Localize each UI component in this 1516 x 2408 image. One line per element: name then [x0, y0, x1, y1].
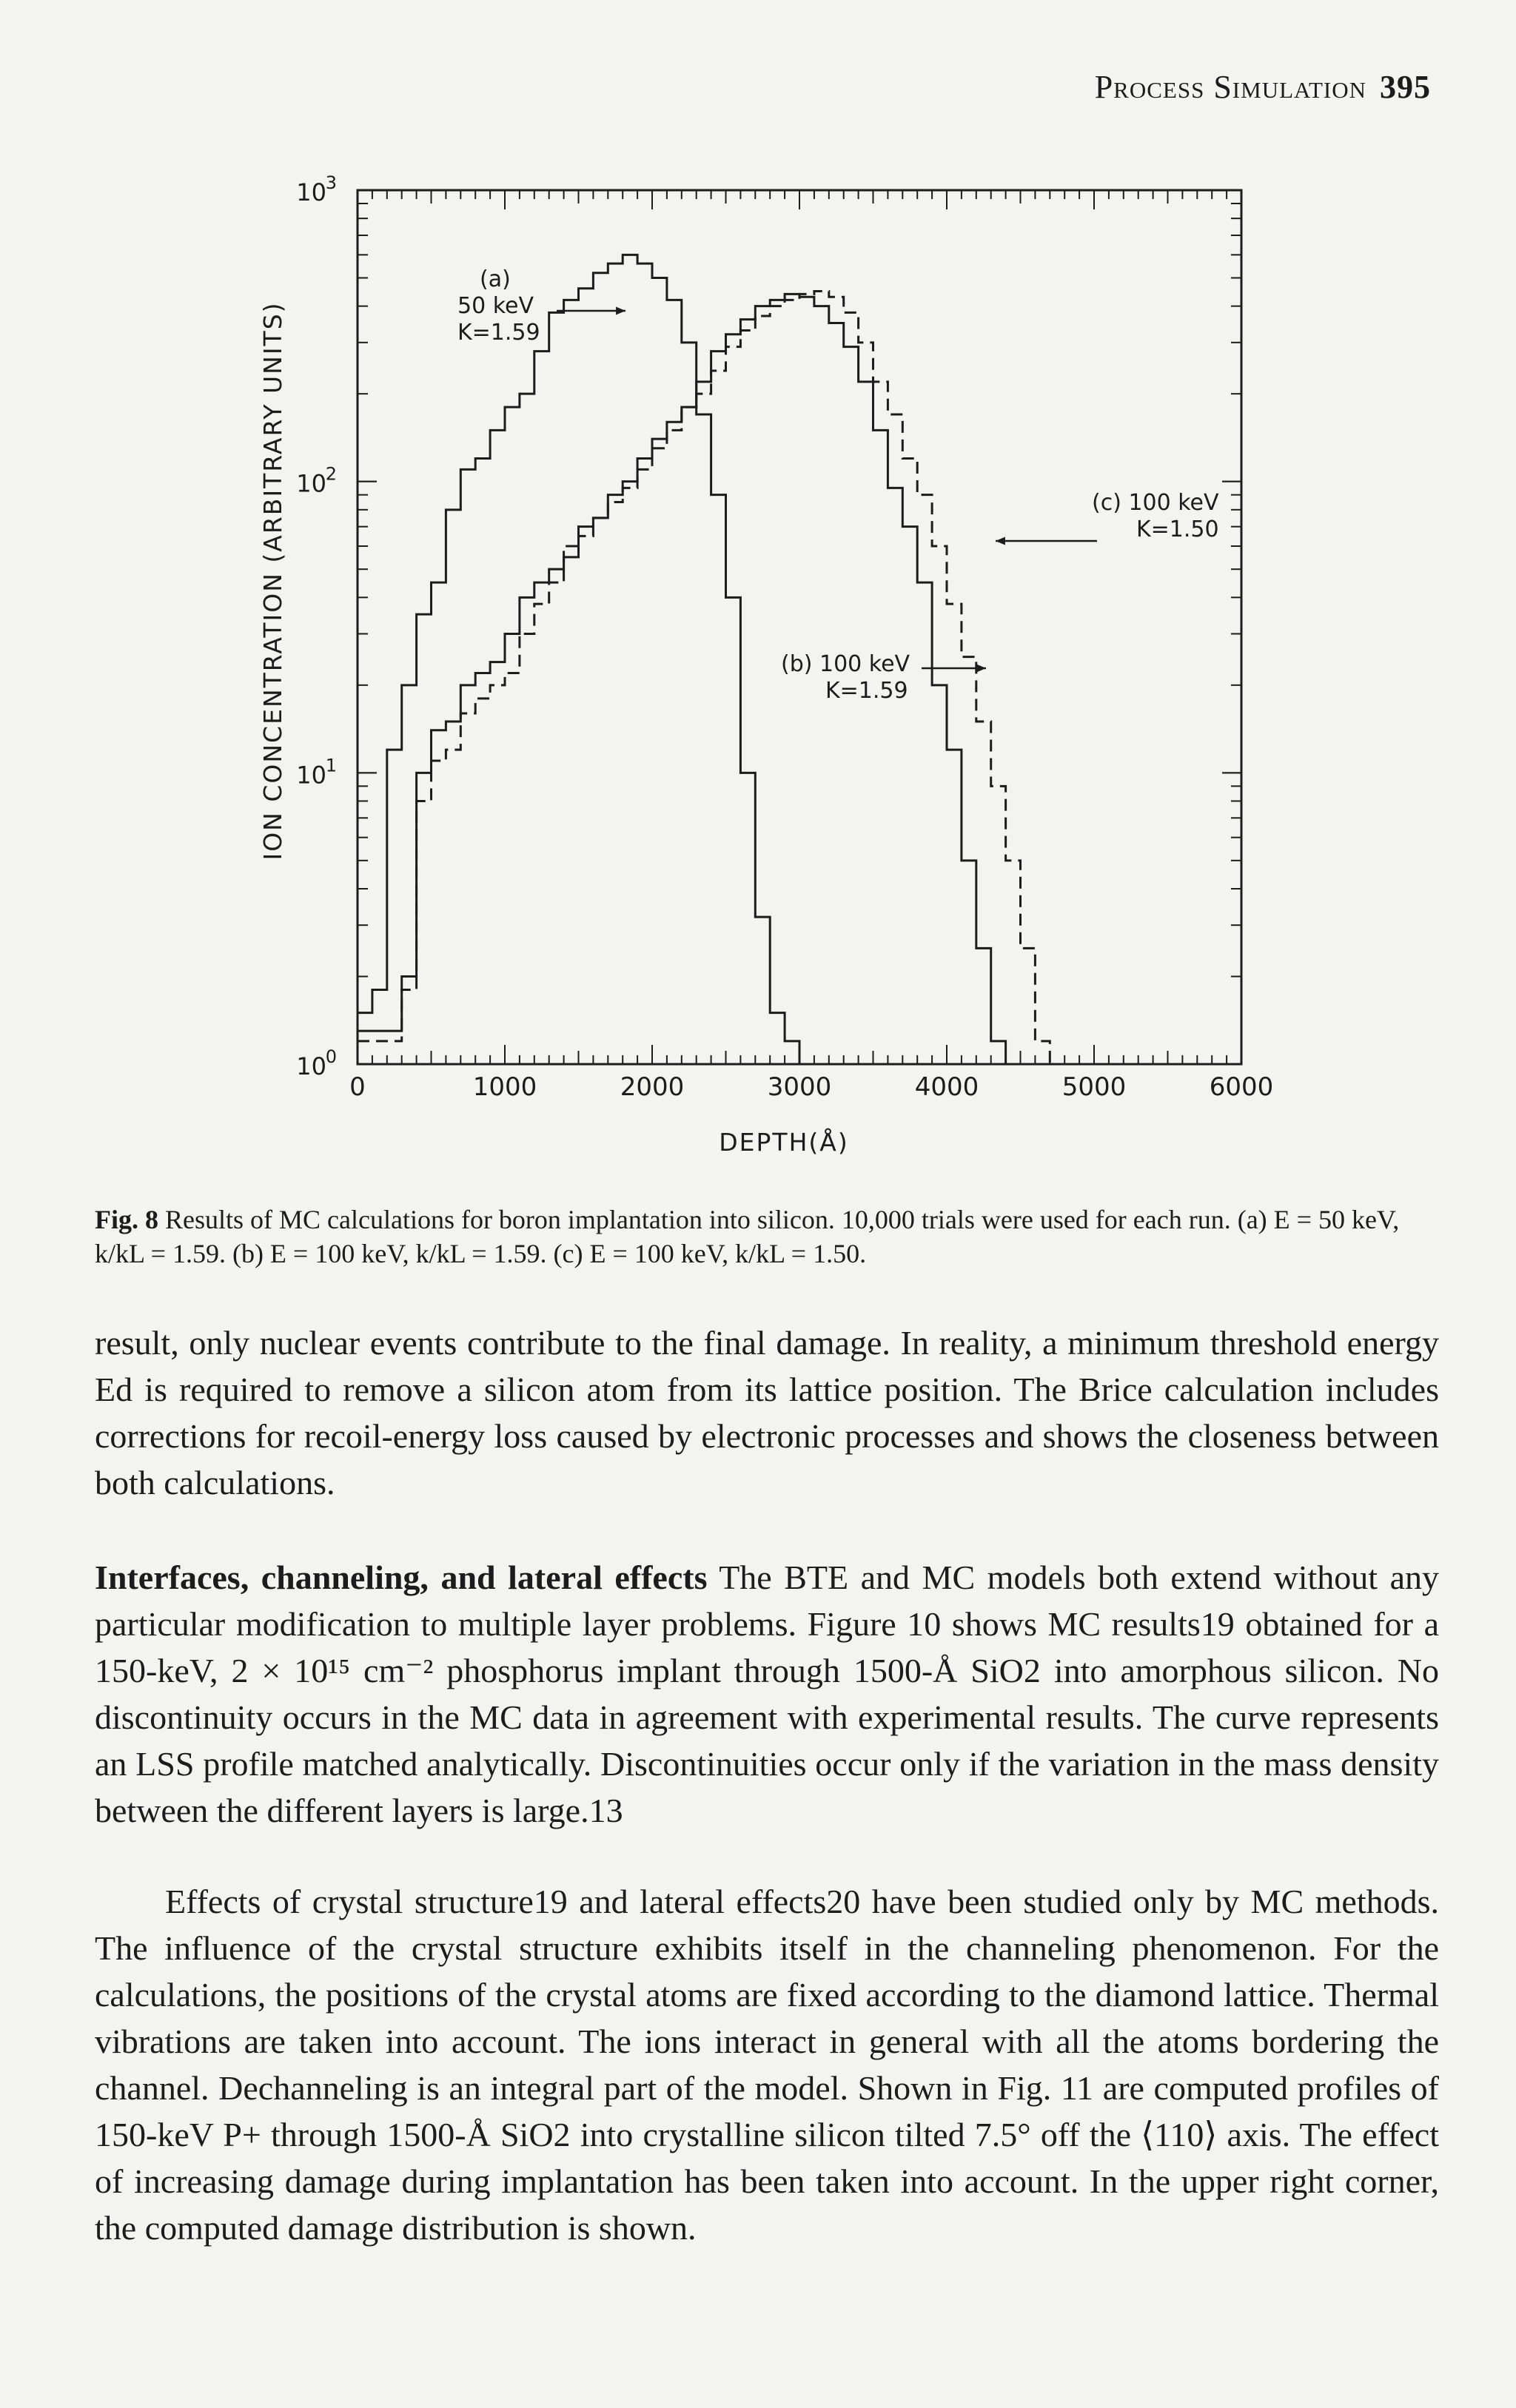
body-paragraph-1: [95, 1319, 1439, 1506]
caption-label: Fig. 8: [95, 1205, 158, 1234]
x-axis-label: DEPTH(Å): [719, 1128, 849, 1157]
y-tick-exponent: 3: [325, 172, 337, 193]
series-c-100kev-dashed: [358, 292, 1050, 1064]
series-c-label: (c) 100 keV: [1092, 490, 1219, 516]
series-a-50kev: [358, 255, 814, 1064]
page-number: 395: [1380, 69, 1431, 105]
running-title: Process Simulation: [1094, 69, 1366, 105]
paragraph-text: The BTE and MC models both extend without any particular modification to multiple layer problems. Figure 10 shows MC results19 obtained for a 150-keV, 2 × 10¹⁵ cm⁻² phosphorus implant through 1500-Å SiO2 into amorphous silicon. No discontinuity occurs in the MC data in agreement with experimental results. The curve represents an LSS profile matched analytically. Discontinuities occur only if the variation in the mass density between the different layers is large.13: [95, 1558, 1440, 1829]
paragraph-text: result, only nuclear events contribute to the final damage. In reality, a minimum threshold energy Ed is required to remove a silicon atom from its lattice position. The Brice calculation includes corrections for recoil-energy loss caused by electronic processes and shows the closeness between both calculations.: [95, 1324, 1439, 1501]
figure-8-chart: [237, 167, 1303, 1173]
series-c-arrow-head: [996, 537, 1005, 545]
body-paragraph-2: [95, 1554, 1439, 1834]
series-b-arrow-head: [976, 665, 986, 673]
y-tick-exponent: 2: [325, 463, 337, 485]
x-tick-label: 6000: [1209, 1072, 1274, 1102]
series-b-100kev: [358, 294, 1021, 1064]
y-tick-label: 10: [296, 469, 326, 498]
x-tick-label: 1000: [472, 1072, 537, 1102]
series-c-label: K=1.50: [1136, 517, 1219, 542]
paragraph-text: Effects of crystal structure19 and lateral effects20 have been studied only by MC methods. The influence of the crystal structure exhibits itself in the channeling phenomenon. For the calculations, the positions of the crystal atoms are fixed according to the diamond lattice. Thermal vibrations are taken into account. The ions interact in general with all the atoms bordering the channel. Dechanneling is an integral part of the model. Shown in Fig. 11 are computed profiles of 150-keV P+ through 1500-Å SiO2 into crystalline silicon tilted 7.5° off the ⟨110⟩ axis. The effect of increasing damage during implantation has been taken into account. In the upper right corner, the computed damage distribution is shown.: [95, 1883, 1439, 2247]
y-tick-label: 10: [296, 761, 326, 790]
series-a-label: K=1.59: [457, 320, 540, 346]
caption-text: Results of MC calculations for boron implantation into silicon. 10,000 trials were used for each run. (a) E = 50 keV, k/kL = 1.59. (b) E = 100 keV, k/kL = 1.59. (c) E = 100 keV, k/kL = 1.50.: [95, 1205, 1400, 1268]
x-tick-label: 4000: [914, 1072, 979, 1102]
series-a-arrow-head: [616, 307, 625, 315]
series-b-label: (b) 100 keV: [781, 651, 910, 677]
series-a-label: 50 keV: [457, 293, 534, 319]
y-axis-label: ION CONCENTRATION (ARBITRARY UNITS): [258, 301, 287, 861]
section-run-in-head: Interfaces, channeling, and lateral effects: [95, 1558, 708, 1596]
x-tick-label: 3000: [767, 1072, 832, 1102]
y-tick-label: 10: [296, 1052, 326, 1080]
figure-caption: [95, 1203, 1435, 1271]
body-paragraph-3: [95, 1878, 1439, 2251]
x-tick-label: 5000: [1061, 1072, 1127, 1102]
series-b-label: K=1.59: [825, 678, 908, 704]
x-tick-label: 2000: [620, 1072, 685, 1102]
y-tick-label: 10: [296, 178, 326, 206]
x-tick-label: 0: [349, 1072, 366, 1102]
y-tick-exponent: 0: [325, 1046, 337, 1067]
y-tick-exponent: 1: [325, 755, 337, 776]
series-a-label: (a): [480, 266, 511, 292]
chart-svg: [237, 167, 1303, 1173]
running-header: [1095, 68, 1431, 106]
